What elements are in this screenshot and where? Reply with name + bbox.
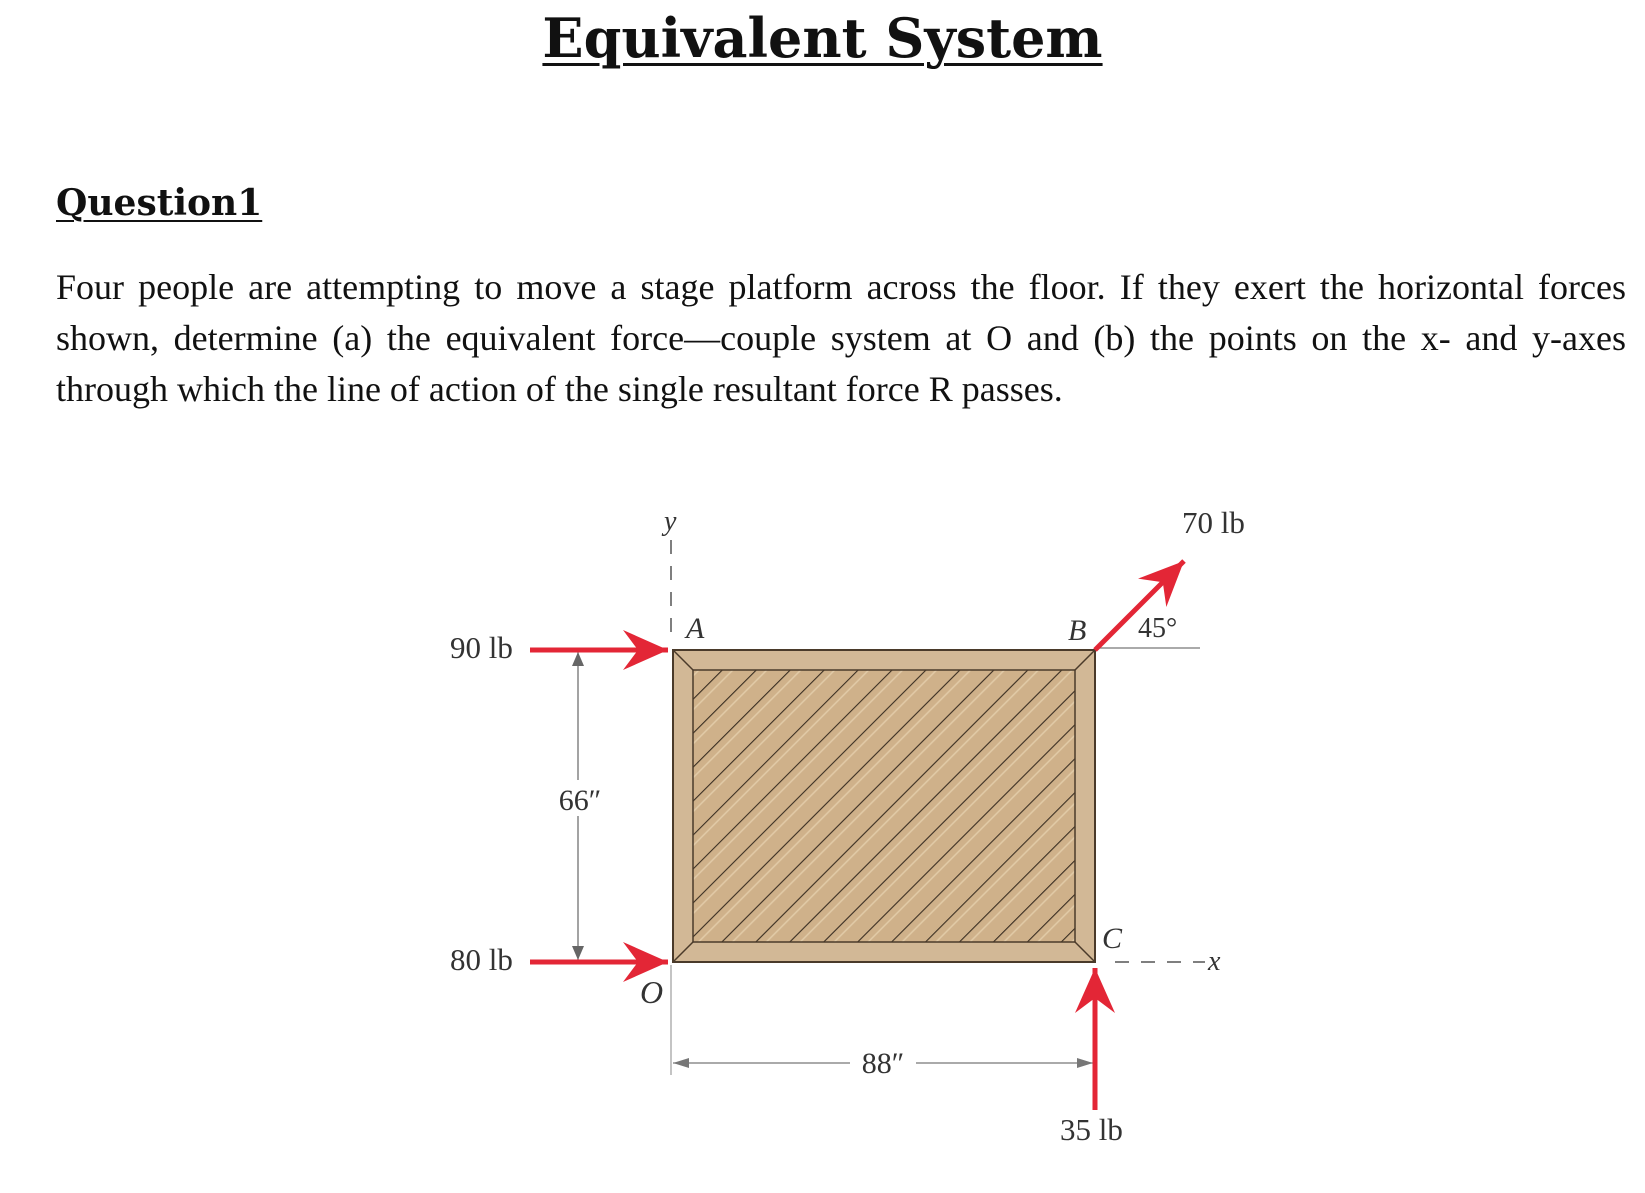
dimension-label-88: 88″ [861,1047,905,1080]
point-label-o: O [640,974,664,1010]
point-label-a: A [686,612,705,645]
force-label-35lb: 35 lb [1060,1112,1123,1147]
force-label-80lb: 80 lb [450,942,513,977]
dim-arrow-top [572,652,584,666]
dim-arrow-bottom [572,946,584,960]
document-title: Equivalent System [542,6,1103,70]
dim-arrow-left [673,1058,689,1068]
force-label-90lb: 90 lb [450,630,513,665]
point-label-c: C [1102,922,1123,955]
problem-statement: Four people are attempting to move a stage platform across the floor. If they exert the horizontal forces shown, determine (a) the equivalent force—couple system at O and (b) the points on the x- and y-axes through which the line of action of the single resultant force R passes. [56,267,1626,409]
axis-label-x: x [1208,946,1221,977]
dim-arrow-right [1077,1058,1093,1068]
angle-label: 45° [1138,613,1178,644]
axis-label-y: y [664,506,677,537]
dimension-label-66: 66″ [558,784,602,817]
point-label-b: B [1068,614,1087,647]
force-label-70lb: 70 lb [1182,505,1245,540]
platform-deck [693,670,1075,942]
question-heading: Question1 [56,182,263,224]
